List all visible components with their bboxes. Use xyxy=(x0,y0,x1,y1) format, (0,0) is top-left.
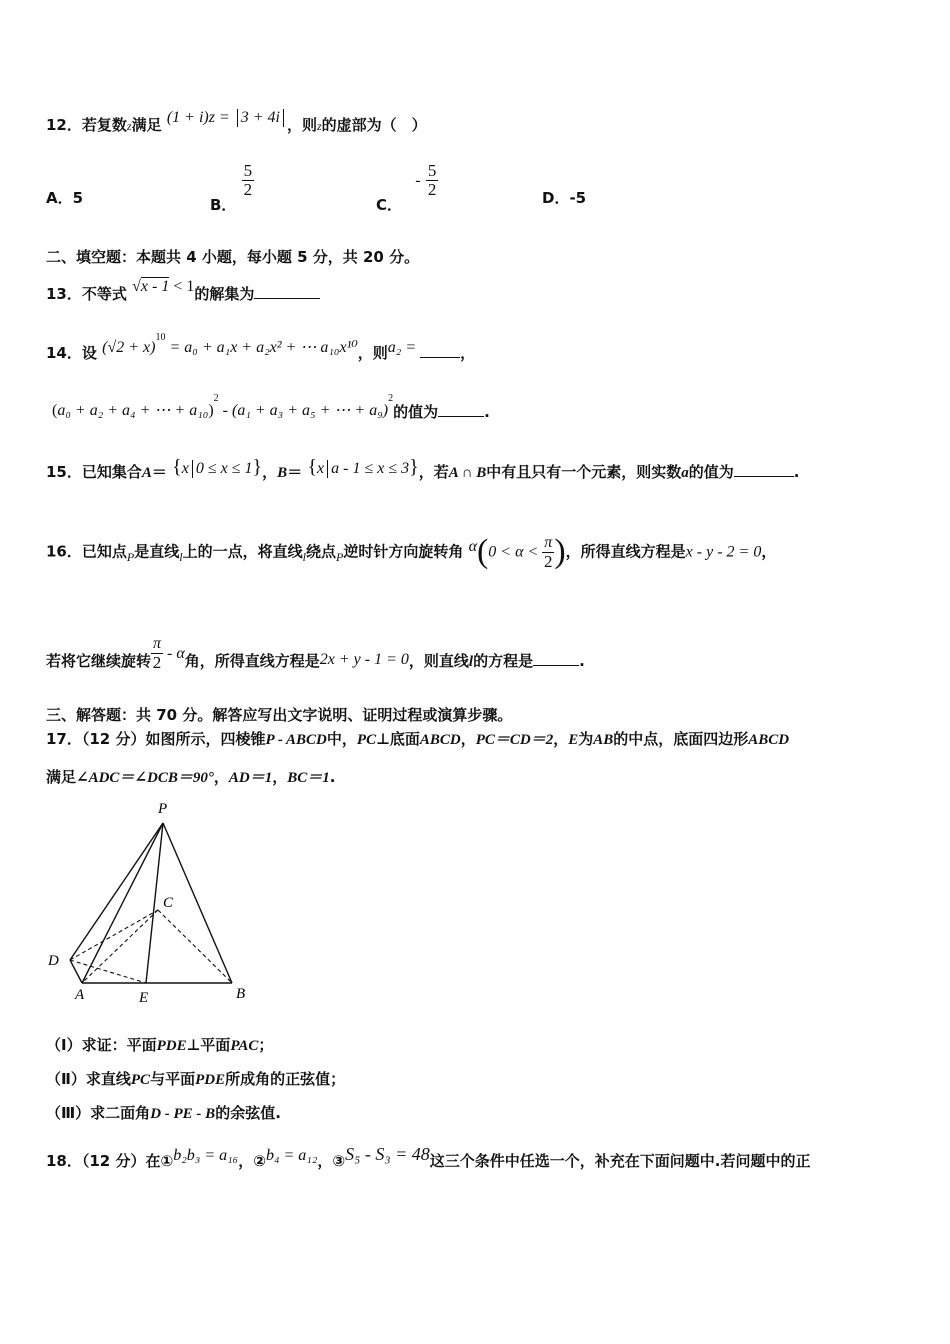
q15-number: 15． xyxy=(46,463,82,481)
label-E: E xyxy=(139,990,149,1006)
option-label: B． xyxy=(210,196,237,214)
q14-answer-blank-1 xyxy=(420,343,460,358)
segment-AB: AB xyxy=(593,732,614,748)
q13-number: 13． xyxy=(46,285,82,303)
q14-text: ， xyxy=(460,344,476,362)
base-ABCD: ABCD xyxy=(748,732,790,748)
q14-text: 的值为 xyxy=(393,403,439,421)
q16-equation-1: x - y - 2 = 0 xyxy=(685,543,762,561)
q15-text: 的值为 xyxy=(688,463,734,481)
q14-expansion: = a₀ + a₁x + a₂x² + ⋯ a₁₀x¹⁰ xyxy=(165,339,358,356)
label-D: D xyxy=(48,953,59,969)
condition-1: b₂b₃ = a₁₆ xyxy=(173,1147,239,1164)
q16-text: ，则直线 xyxy=(408,652,469,670)
edge-DE xyxy=(70,960,146,983)
edge-PA xyxy=(82,823,163,983)
exponent: 2 xyxy=(388,393,394,404)
fraction xyxy=(242,162,255,199)
numerator: 5 xyxy=(427,161,437,180)
sqrt-sign: √ xyxy=(132,278,141,295)
q14-line-1 xyxy=(46,332,476,363)
equals: ＝ xyxy=(287,463,303,481)
q18-text: 这三个条件中任选一个，补充在下面问题中.若问题中的正 xyxy=(429,1152,811,1170)
point-P: P xyxy=(126,549,135,564)
q12-equation: (1 + i)z = xyxy=(166,109,234,126)
label-A: A xyxy=(75,987,85,1003)
q14-text: ，则 xyxy=(357,344,388,362)
q17-text: 的中点，底面四边形 xyxy=(613,730,749,748)
q16-answer-blank xyxy=(533,651,579,666)
q17-text: ， xyxy=(460,730,476,748)
q17-text: 为 xyxy=(578,730,594,748)
q16-text: 上的一点，将直线 xyxy=(182,542,303,561)
point-E: E xyxy=(568,732,579,748)
q18-text: ，② xyxy=(238,1152,266,1170)
q16-text: 角，所得直线方程是 xyxy=(184,652,320,670)
intersection: A ∩ B xyxy=(448,465,487,481)
plane-PDE: PDE xyxy=(156,1038,187,1054)
set-B-condition: a - 1 ≤ x ≤ 3 xyxy=(331,460,410,477)
q12-modulus: 3 + 4i xyxy=(240,109,280,126)
q16-text: 是直线 xyxy=(134,542,180,561)
option-label: D．-5 xyxy=(542,189,587,207)
paren: ( xyxy=(52,402,58,419)
condition-2: b₄ = a₁₂ xyxy=(265,1147,318,1164)
q16-number: 16． xyxy=(46,542,82,561)
q17-lengths: PC＝CD＝2 xyxy=(475,732,554,748)
q15-text: ， xyxy=(262,463,278,481)
alpha-condition: 0 < α < xyxy=(488,543,543,561)
set-A: A xyxy=(141,465,152,481)
fraction xyxy=(426,162,439,199)
denominator: 2 xyxy=(243,180,253,199)
q14-answer-blank-2 xyxy=(438,402,484,417)
q12-number: 12． xyxy=(46,116,82,134)
numerator: π xyxy=(153,635,162,652)
q14-a2: a₂ = xyxy=(387,339,421,356)
q16-text: ， xyxy=(761,542,777,561)
line-PC: PC xyxy=(130,1072,151,1088)
edge-PD xyxy=(70,823,163,960)
q16-text: ，所得直线方程是 xyxy=(565,542,686,561)
set-B: B xyxy=(277,465,288,481)
q12-option-a xyxy=(46,187,83,208)
q16-equation-2: 2x + y - 1 = 0 xyxy=(319,651,409,668)
q18-text: ，③ xyxy=(317,1152,346,1170)
set-var: x xyxy=(181,460,189,477)
q18-text: 在① xyxy=(145,1152,174,1170)
q13-text: 的解集为 xyxy=(194,285,255,303)
q17-text: 底面 xyxy=(389,730,420,748)
q17-part-2 xyxy=(46,1068,345,1089)
plane-PDE: PDE xyxy=(195,1072,226,1088)
part-text: ； xyxy=(258,1036,274,1054)
q15-text: 已知集合 xyxy=(81,463,142,481)
exponent: 2 xyxy=(213,393,219,404)
segment-PC: PC xyxy=(356,732,377,748)
q14-odd-sum: - (a₁ + a₃ + a₅ + ⋯ + a₉) xyxy=(218,402,389,419)
q12-text: 的虚部为（ ） xyxy=(321,116,427,134)
q15-text: 中有且只有一个元素，则实数 xyxy=(486,463,682,481)
point-P: P xyxy=(335,549,344,564)
minus-sign: - xyxy=(415,172,421,189)
line-l: l xyxy=(302,549,306,564)
q14-text: 设 xyxy=(81,344,97,362)
part-text: （Ⅱ）求直线 xyxy=(46,1070,131,1088)
edge-PE xyxy=(146,823,163,983)
pi-over-2 xyxy=(542,534,554,571)
q12-var-z: z xyxy=(317,119,322,133)
q14-binomial: (√2 + x) xyxy=(102,339,156,356)
q16-text: 若将它继续旋转 xyxy=(46,652,152,670)
q18-score: （12 分） xyxy=(81,1152,146,1170)
q18-line xyxy=(46,1144,811,1171)
label-C: C xyxy=(163,895,174,911)
q13-text: 不等式 xyxy=(81,285,127,303)
equals: ＝ xyxy=(151,463,167,481)
q14-text: . xyxy=(484,403,490,421)
denominator: 2 xyxy=(427,180,437,199)
edge-PB xyxy=(163,823,232,983)
var-a: a xyxy=(681,465,689,481)
q16-text: . xyxy=(579,652,585,670)
line-l: l xyxy=(179,549,183,564)
edge-CB xyxy=(158,910,232,983)
section-2-heading: 二、填空题：本题共 4 小题，每小题 5 分，共 20 分。 xyxy=(46,248,420,266)
q15-answer-blank xyxy=(734,462,794,477)
edge-DC xyxy=(70,910,158,960)
set-A-condition: 0 ≤ x ≤ 1 xyxy=(195,460,253,477)
q17-BC: BC＝1 xyxy=(287,770,330,786)
section-3-heading: 三、解答题：共 70 分。解答应写出文字说明、证明过程或演算步骤。 xyxy=(46,706,513,724)
q17-score: （12 分） xyxy=(81,730,146,748)
q12-option-c xyxy=(376,161,438,214)
label-B: B xyxy=(236,986,246,1002)
q17-text: ， xyxy=(553,730,569,748)
part-text: （Ⅰ）求证：平面 xyxy=(46,1036,157,1054)
q17-angles: ∠ADC＝∠DCB＝90° xyxy=(76,770,214,786)
q17-AD: AD＝1 xyxy=(228,770,273,786)
q17-text: 中， xyxy=(326,730,357,748)
q16-text: 的方程是 xyxy=(473,652,534,670)
q17-number: 17． xyxy=(46,730,82,748)
q12-line xyxy=(46,109,427,135)
q12-option-d xyxy=(542,187,586,208)
q12-option-b xyxy=(210,161,254,214)
q16-text: 逆时针方向旋转角 xyxy=(343,542,464,561)
option-label: A．5 xyxy=(46,189,84,207)
q16-line-2 xyxy=(46,635,585,680)
q17-part-1 xyxy=(46,1034,273,1055)
q14-line-2: (a₀ + a₂ + a₄ + ⋯ + a₁₀)$^2$ - (a₁ + a₃ + a₅ + ⋯ + a₉)$^2$的值为 . xyxy=(52,393,490,421)
q17-line-1 xyxy=(46,728,789,749)
line-l: l xyxy=(468,654,474,670)
q18-number: 18． xyxy=(46,1152,82,1170)
q17-pyramid-figure xyxy=(40,795,270,1010)
set-var: x xyxy=(317,460,325,477)
q17-text: ， xyxy=(213,768,229,786)
q17-text: . xyxy=(329,768,336,786)
part-text: 与平面 xyxy=(150,1070,196,1088)
q17-text: 如图所示，四棱锥 xyxy=(145,730,266,748)
perp-symbol: ⊥ xyxy=(376,730,390,748)
denominator: 2 xyxy=(152,653,162,672)
q17-text: ， xyxy=(272,768,288,786)
q15-text: . xyxy=(793,463,800,481)
q15-line: 15．已知集合A＝ {x 0 ≤ x ≤ 1}，B＝ {x a - 1 ≤ x ≤ 3}，若A ∩ B中有且只有一个元素，则实数a的值为 . xyxy=(46,456,800,481)
q14-even-sum: a₀ + a₂ + a₄ + ⋯ + a₁₀ xyxy=(57,402,209,419)
q12-text: 若复数 xyxy=(81,116,127,134)
q12-var-z: z xyxy=(126,119,132,133)
q17-text: 满足 xyxy=(46,768,77,786)
pi-over-2 xyxy=(151,635,163,672)
numerator: π xyxy=(544,533,553,551)
part-text: 的余弦值. xyxy=(215,1104,281,1122)
base-ABCD: ABCD xyxy=(419,732,461,748)
q16-text: 已知点 xyxy=(81,542,127,561)
dihedral-angle: D - PE - B xyxy=(150,1106,216,1122)
part-text: ⊥平面 xyxy=(186,1036,231,1054)
minus-alpha: - α xyxy=(163,645,185,662)
q17-line-2 xyxy=(46,766,335,787)
q13-line xyxy=(46,278,320,304)
q14-exponent: 10 xyxy=(155,332,166,343)
q14-number: 14． xyxy=(46,344,82,362)
q17-part-3 xyxy=(46,1102,281,1123)
q12-text: ，则 xyxy=(286,116,317,134)
part-text: （Ⅲ）求二面角 xyxy=(46,1104,151,1122)
q13-relation: < 1 xyxy=(169,278,195,295)
part-text: 所成角的正弦值； xyxy=(225,1070,346,1088)
q15-text: ，若 xyxy=(418,463,449,481)
plane-PAC: PAC xyxy=(230,1038,259,1054)
condition-3: S₅ - S₃ = 48 xyxy=(345,1144,430,1164)
denominator: 2 xyxy=(544,551,553,571)
q13-radicand: x - 1 xyxy=(140,278,170,295)
angle-alpha: α xyxy=(468,537,477,555)
q12-text: 满足 xyxy=(131,116,162,134)
label-P: P xyxy=(158,801,168,817)
numerator: 5 xyxy=(243,161,253,180)
q13-answer-blank xyxy=(254,284,320,299)
option-label: C． xyxy=(376,196,403,214)
pyramid-name: P - ABCD xyxy=(265,732,327,748)
q16-text: 绕点 xyxy=(305,542,336,561)
q16-line-1: 16．已知点$_P$是直线$_l$上的一点，将直线$_l$绕点$_P$逆时针方向旋转角 α(0 < α < $\frac{\pi}{2}$ )，所得直线方程是x - y - 2 = 0， xyxy=(46,533,777,571)
